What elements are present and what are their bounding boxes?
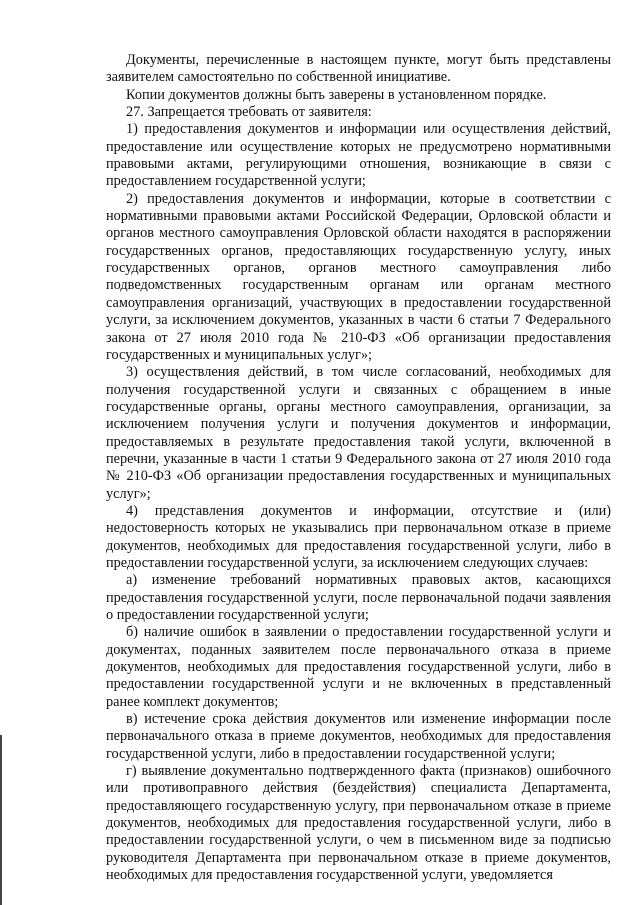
paragraph-subitem-3: 3) осуществления действий, в том числе согласований, необходимых для получения государственной услуги и связанных с обращением в иные государственные органы, органы местного самоуправления, организации, за исключением получения услуги и получения документов и информации, предоставляемых в результате предоставления такой услуги, включенной в перечни, указанные в части 1 статьи 9 Федерального закона от 27 июля 2010 года № 210-ФЗ «Об организации предоставления государственных и муниципальных услуг»; xyxy=(106,364,611,502)
paragraph-item-27-heading: 27. Запрещается требовать от заявителя: xyxy=(126,104,372,121)
paragraph-case-v: в) истечение срока действия документов или изменение информации после первоначального отказа в приеме документов, необходимых для предоставления государственной услуги, либо в предоставлении государственной услуги; xyxy=(106,711,611,762)
paragraph-subitem-2: 2) предоставления документов и информации, которые в соответствии с нормативными правовыми актами Российской Федерации, Орловской области и органов местного самоуправления Орловской области находятся в распоряжении государственных органов, предоставляющих государственную услугу, иных государственных органов, органов местного самоуправления либо подведомственных государственным органам или органам местного самоуправления организаций, участвующих в предоставлении государственной услуги, за исключением документов, указанных в части 6 статьи 7 Федерального закона от 27 июля 2010 года № 210-ФЗ «Об организации предоставления государственных и муниципальных услуг»; xyxy=(106,190,611,363)
scan-edge-line xyxy=(0,735,2,905)
paragraph-case-g: г) выявление документально подтвержденного факта (признаков) ошибочного или противоправного действия (бездействия) специалиста Департамента, предоставляющего государственную услугу, при первоначальном отказе в приеме документов, необходимых для предоставления государственной услуги, либо в предоставлении государственной услуги, о чем в письменном виде за подписью руководителя Департамента при первоначальном отказе в приеме документов, необходимых для предоставления государственной услуги, уведомляется xyxy=(106,763,611,884)
paragraph-case-a: а) изменение требований нормативных правовых актов, касающихся предоставления государственной услуги, после первоначальной подачи заявления о предоставлении государственной услуги; xyxy=(106,572,611,623)
paragraph-subitem-4: 4) представления документов и информации, отсутствие и (или) недостоверность которых не указывались при первоначальном отказе в приеме документов, необходимых для предоставления государственной услуги, либо в предоставлении государственной услуги, за исключением следующих случаев: xyxy=(106,502,611,571)
paragraph-case-b: б) наличие ошибок в заявлении о предоставлении государственной услуги и документах, поданных заявителем после первоначального отказа в приеме документов, необходимых для предоставления государственной услуги, либо в предоставлении государственной услуги и не включенных в представленный ранее комплект документов; xyxy=(106,624,611,710)
document-page xyxy=(106,52,611,885)
paragraph-documents-own-initiative: Документы, перечисленные в настоящем пункте, могут быть представлены заявителем самостоятельно по собственной инициативе. xyxy=(106,52,611,86)
paragraph-subitem-1: 1) предоставления документов и информации или осуществления действий, предоставление или осуществление которых не предусмотрено нормативными правовыми актами, регулирующими отношения, возникающие в связи с предоставлением государственной услуги; xyxy=(106,121,611,190)
paragraph-copies-certified: Копии документов должны быть заверены в установленном порядке. xyxy=(126,86,547,103)
